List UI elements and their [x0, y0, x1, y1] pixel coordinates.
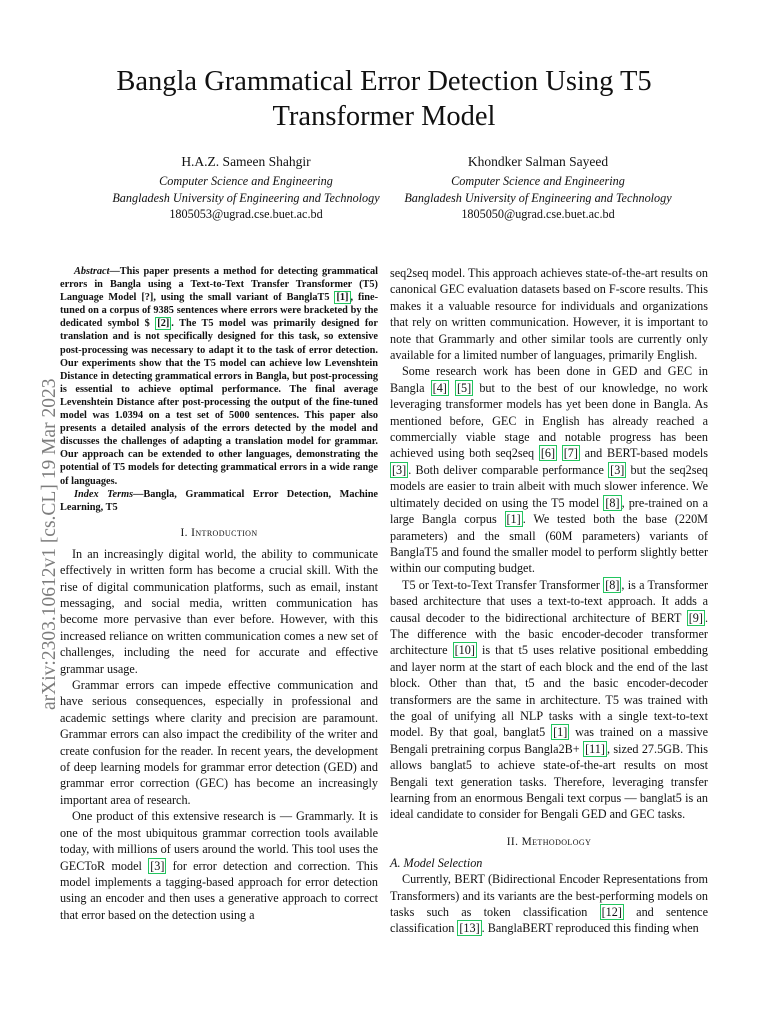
intro-paragraph-4: Some research work has been done in GED and GEC in Bangla [4] [5] but to the best of our knowledge, no work leveraging transformer models has yet been done in Bangla. As mentioned before, GEC in English has already reached a commercially viable stage and notable progress has been achieved using both seq2seq [6] [7] and BERT-based models [3] . Both deliver comparable performance [3] but the seq2seq models are easier to train albeit with much slower inference. We ultimately decided on using the T5 model [8] , pre-trained on a large Bangla corpus [1] . We tested both the base (220M parameters) and the small (60M parameters) variants of BanglaT5 and found the smaller model to perform slightly better within our computing budget. [390, 364, 709, 576]
citation-link[interactable]: [1] [553, 725, 568, 740]
intro-paragraph-1: In an increasingly digital world, the ability to communicate effectively in written form has become a crucial skill. With the rise of digital communication platforms, such as email, instant messaging, and social media, written communication has become more pervasive than ever before. However, with this increased reliance on written communication comes a new set of challenges, including the need for accurate and effective grammar usage. [60, 546, 378, 676]
citation-link[interactable]: [11] [585, 741, 605, 756]
citation-link[interactable]: [2] [157, 318, 170, 330]
author-email: 1805053@ugrad.cse.buet.ac.bd [169, 207, 323, 222]
section-heading-introduction: I. Introduction [180, 526, 258, 539]
author-name: Khondker Salman Sayeed [467, 154, 609, 169]
section-heading-methodology: II. Methodology [506, 835, 592, 848]
author-block-2 [378, 154, 698, 223]
arxiv-stamp: arXiv:2303.10612v1 [cs.CL] 19 Mar 2023 [39, 378, 60, 710]
citation-link[interactable]: [1] [506, 512, 521, 527]
citation-link[interactable]: [8] [605, 577, 620, 592]
subsection-heading-model-selection: A. Model Selection [390, 855, 483, 870]
author-dept: Computer Science and Engineering [159, 174, 333, 189]
citation-link[interactable]: [9] [688, 610, 703, 625]
index-terms-label: Index Terms [74, 488, 134, 500]
abstract-label: Abstract [74, 266, 110, 277]
citation-link[interactable]: [6] [540, 446, 556, 461]
abstract: Abstract—This paper presents a method for detecting grammatical errors in Bangla using a Text-to-Text Transfer Transformer (T5) Language Model [?], using the small variant of BanglaT5 [1] , fine-tuned on a corpus of 9385 sentences where errors were bracketed by the dedicated symbol $ [2] . The T5 model was primarily designed for translation and is not specifically designed for this task, so extensive post-processing was necessary to adapt it to the task of error detection. Our experiments show that the T5 model can achieve low Levenshtein Distance in detecting grammatical errors in Bangla, but post-processing is essential to achieve optimal performance. The final average Levenshtein Distance after post-processing the output of the fine-tuned model was 1.0394 on a test set of 5000 sentences. This paper also presents a detailed analysis of the errors detected by the model and discusses the challenges of adapting a translation model for grammar. Our approach can be extended to other languages, demonstrating the potential of T5 models for detecting grammatical errors in a wide range of languages. [60, 266, 379, 487]
author-univ: Bangladesh University of Engineering and Technology [112, 190, 380, 205]
citation-link[interactable]: [10] [454, 643, 475, 658]
intro-paragraph-3: One product of this extensive research is — Grammarly. It is one of the most ubiquitous grammar correction tools available today, with millions of users around the world. This tool uses the GECToR model [3] for error detection and correction. This model implements a tagging-based approach for error detection using an encoder and then uses a generative approach to correct that error based on the detection using a [60, 809, 379, 922]
citation-link[interactable]: [3] [392, 462, 407, 477]
author-dept: Computer Science and Engineering [451, 174, 625, 189]
index-terms: Index Terms—Bangla, Grammatical Error Detection, Machine Learning, T5 [60, 488, 378, 513]
right-column [390, 265, 708, 937]
intro-paragraph-3-cont: seq2seq model. This approach achieves state-of-the-art results on canonical GEC evaluation datasets based on F-score results. This makes it a valuable resource for individuals and organizations that rely on written communication. However, it is important to note that Grammarly and other similar tools are currently only available for a limited number of languages, primarily English. [390, 266, 708, 363]
citation-link[interactable]: [1] [336, 292, 349, 304]
intro-paragraph-2: Grammar errors can impede effective communication and have serious consequences, especially in professional and academic settings where clarity and precision are paramount. Grammar errors can also impact the credibility of the writer and create confusion for the reader. In recent years, the development of deep learning models for grammar error detection (GED) and grammar error correction (GEC) has become an increasingly important area of research. [60, 678, 378, 807]
author-name: H.A.Z. Sameen Shahgir [181, 154, 311, 169]
left-column [60, 265, 378, 923]
citation-link[interactable]: [8] [605, 495, 620, 510]
method-paragraph-1: Currently, BERT (Bidirectional Encoder Representations from Transformers) and its variants are the best-performing models on tasks such as token classification [12] and sentence classification [13] . BanglaBERT reproduced this finding when [390, 872, 708, 936]
citation-link[interactable]: [5] [456, 380, 472, 395]
citation-link[interactable]: [4] [432, 380, 447, 395]
author-block-1 [86, 154, 406, 223]
citation-link[interactable]: [13] [459, 921, 480, 936]
citation-link[interactable]: [3] [150, 858, 165, 873]
citation-link[interactable]: [12] [601, 905, 622, 920]
author-univ: Bangladesh University of Engineering and Technology [404, 190, 672, 205]
author-email: 1805050@ugrad.cse.buet.ac.bd [461, 207, 615, 222]
citation-link[interactable]: [3] [610, 462, 625, 477]
citation-link[interactable]: [7] [563, 446, 578, 461]
intro-paragraph-5: T5 or Text-to-Text Transfer Transformer [8] , is a Transformer based architecture that uses a text-to-text approach. It adds a causal decoder to the bidirectional architecture of BERT [9] . The difference with the basic encoder-decoder transformer architecture [10] is that t5 uses relative positional embedding and layer norm at the start of each block and the end of the last block. Other than that, t5 and the basic encoder-decoder transformers are the same in architecture. T5 was trained with the goal of unifying all NLP tasks with a single text-to-text model. By that goal, banglat5 [1] was trained on a massive Bengali pretraining corpus Bangla2B+ [11] , sized 27.5GB. This allows banglat5 to achieve state-of-the-art results on most Bengali text generation tasks. Therefore, leveraging transfer learning from an enormous Bengali text corpus — banglat5 is an ideal candidate to consider for Bengali GED and GEC tasks. [390, 577, 709, 822]
paper-title: Bangla Grammatical Error Detection Using T5 Transformer Model [116, 66, 652, 132]
